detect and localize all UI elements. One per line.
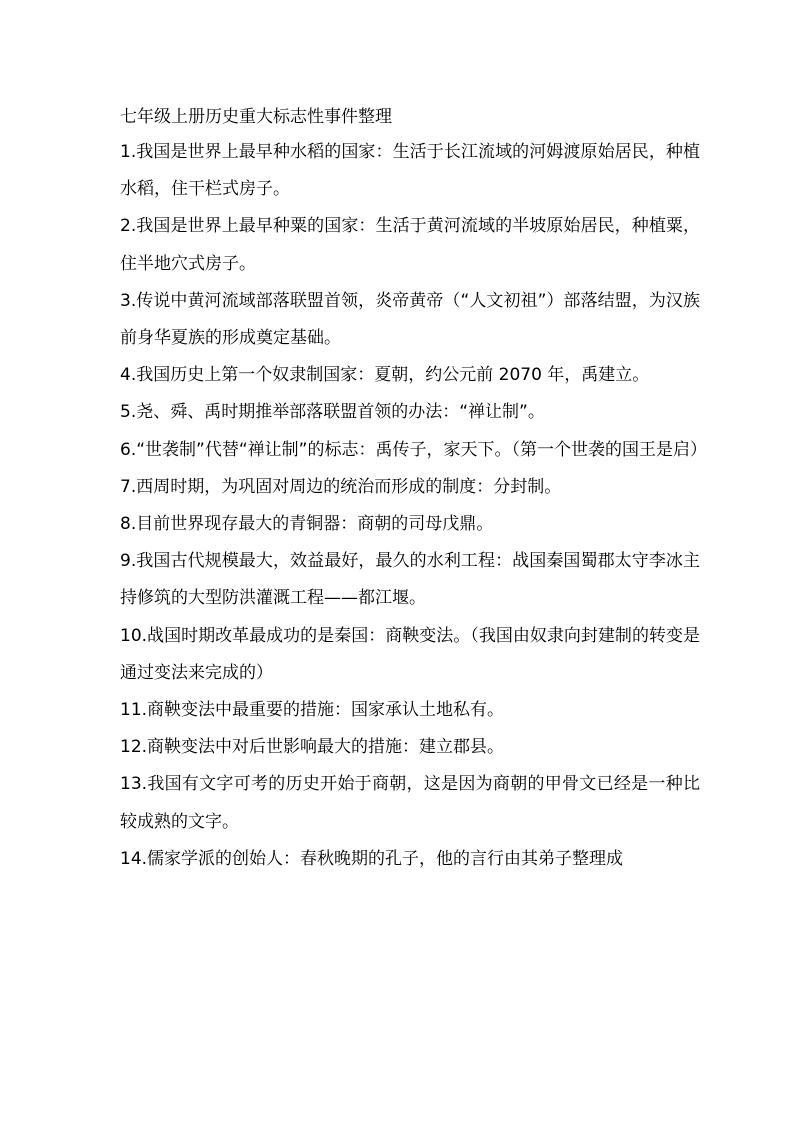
document-page: [120, 102, 707, 878]
document-title: 七年级上册历史重大标志性事件整理: [120, 107, 392, 127]
list-item: 10.战国时期改革最成功的是秦国：商鞅变法。（我国由奴隶向封建制的转变是通过变法来完成的）: [120, 625, 700, 683]
list-item: 5.尧、舜、禹时期推举部落联盟首领的办法：“禅让制”。: [120, 402, 545, 423]
list-item: 12.商鞅变法中对后世影响最大的措施：建立郡县。: [120, 737, 505, 758]
list-item: 11.商鞅变法中最重要的措施：国家承认土地私有。: [120, 700, 505, 721]
list-item: 7.西周时期，为巩固对周边的统治而形成的制度：分封制。: [120, 476, 562, 497]
list-item: 9.我国古代规模最大，效益最好，最久的水利工程：战国秦国蜀郡太守李冰主持修筑的大型防洪灌溉工程——都江堰。: [120, 551, 700, 609]
list-item: 1.我国是世界上最早种水稻的国家：生活于长江流域的河姆渡原始居民，种植水稻，住干栏式房子。: [120, 142, 700, 200]
list-item: 8.目前世界现存最大的青铜器：商朝的司母戊鼎。: [120, 514, 494, 535]
list-item: 6.“世袭制”代替“禅让制”的标志：禹传子，家天下。（第一个世袭的国王是启）: [120, 439, 707, 460]
list-item: 4.我国历史上第一个奴隶制国家：夏朝，约公元前 2070 年，禹建立。: [120, 365, 650, 386]
list-item: 3.传说中黄河流域部落联盟首领，炎帝黄帝（“人文初祖”）部落结盟，为汉族前身华夏族的形成奠定基础。: [120, 290, 700, 349]
list-item: 2.我国是世界上最早种粟的国家：生活于黄河流域的半坡原始居民，种植粟，住半地穴式房子。: [120, 216, 700, 274]
list-item: 13.我国有文字可考的历史开始于商朝，这是因为商朝的甲骨文已经是一种比较成熟的文字。: [120, 774, 700, 832]
list-item: 14.儒家学派的创始人：春秋晚期的孔子，他的言行由其弟子整理成: [120, 848, 624, 869]
